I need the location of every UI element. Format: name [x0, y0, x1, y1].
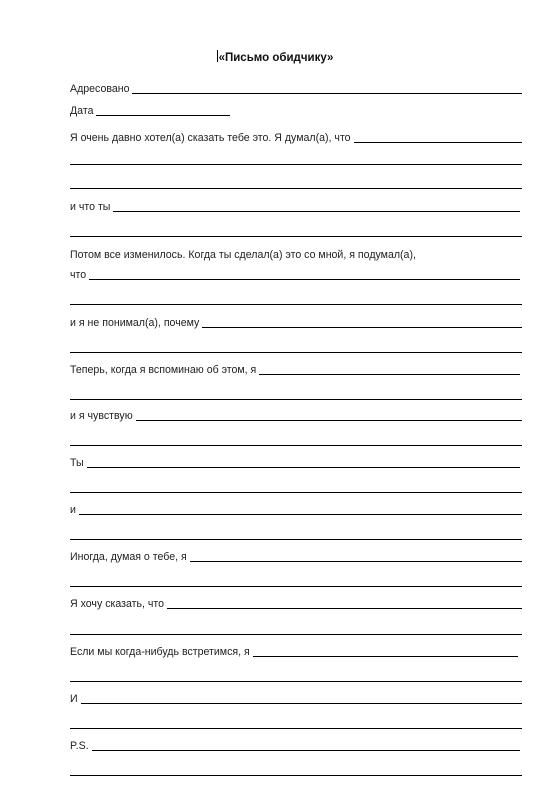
want-say-blank[interactable]	[167, 608, 522, 609]
writing-line[interactable]	[70, 399, 522, 400]
ps-label: P.S.	[70, 740, 89, 752]
and-lower-blank[interactable]	[79, 514, 522, 515]
if-meet-blank[interactable]	[253, 656, 518, 657]
intro-label: Я очень давно хотел(а) сказать тебе это. Я думал(а), что	[70, 132, 351, 144]
you-blank[interactable]	[87, 467, 520, 468]
and-upper-field[interactable]	[70, 692, 522, 706]
and-you-field[interactable]	[70, 200, 520, 214]
page-title	[0, 50, 550, 64]
feel-label: и я чувствую	[70, 410, 133, 422]
writing-line[interactable]	[70, 539, 522, 540]
what-field[interactable]	[70, 268, 520, 282]
now-label: Теперь, когда я вспоминаю об этом, я	[70, 364, 257, 376]
writing-line[interactable]	[70, 634, 522, 635]
if-meet-field[interactable]	[70, 645, 518, 659]
and-upper-label: И	[70, 693, 78, 705]
writing-line[interactable]	[70, 188, 522, 189]
you-label: Ты	[70, 457, 84, 469]
changed-text: Потом все изменилось. Когда ты сделал(а) это со мной, я подумал(а),	[70, 249, 416, 261]
sometimes-blank[interactable]	[190, 561, 522, 562]
and-lower-field[interactable]	[70, 503, 522, 517]
addressed-to-field[interactable]	[70, 82, 522, 96]
not-understand-field[interactable]	[70, 316, 522, 330]
text-cursor	[217, 50, 218, 62]
writing-line[interactable]	[70, 775, 522, 776]
writing-line[interactable]	[70, 492, 522, 493]
intro-field[interactable]	[70, 131, 522, 145]
if-meet-label: Если мы когда-нибудь встретимся, я	[70, 646, 250, 658]
not-understand-blank[interactable]	[202, 327, 522, 328]
now-blank[interactable]	[259, 374, 520, 375]
want-say-label: Я хочу сказать, что	[70, 598, 165, 610]
writing-line[interactable]	[70, 586, 522, 587]
date-blank[interactable]	[96, 115, 230, 116]
page-title-text: «Письмо обидчику»	[218, 52, 334, 64]
now-field[interactable]	[70, 363, 520, 377]
addressed-to-blank[interactable]	[132, 93, 522, 94]
and-you-label: и что ты	[70, 201, 111, 213]
sometimes-label: Иногда, думая о тебе, я	[70, 551, 187, 563]
ps-field[interactable]	[70, 739, 520, 753]
date-field[interactable]	[70, 104, 230, 118]
intro-blank[interactable]	[354, 142, 522, 143]
writing-line[interactable]	[70, 728, 522, 729]
writing-line[interactable]	[70, 445, 522, 446]
writing-line[interactable]	[70, 304, 522, 305]
not-understand-label: и я не понимал(а), почему	[70, 317, 200, 329]
feel-field[interactable]	[70, 409, 522, 423]
addressed-to-label: Адресовано	[70, 83, 130, 95]
want-say-field[interactable]	[70, 597, 522, 611]
ps-blank[interactable]	[92, 750, 520, 751]
and-you-blank[interactable]	[113, 211, 520, 212]
feel-blank[interactable]	[136, 420, 522, 421]
writing-line[interactable]	[70, 681, 522, 682]
writing-line[interactable]	[70, 164, 522, 165]
writing-line[interactable]	[70, 352, 522, 353]
you-field[interactable]	[70, 456, 520, 470]
sometimes-field[interactable]	[70, 550, 522, 564]
what-label: что	[70, 269, 87, 281]
what-blank[interactable]	[89, 279, 520, 280]
writing-line[interactable]	[70, 236, 522, 237]
and-upper-blank[interactable]	[81, 703, 522, 704]
date-label: Дата	[70, 105, 94, 117]
and-lower-label: и	[70, 504, 76, 516]
